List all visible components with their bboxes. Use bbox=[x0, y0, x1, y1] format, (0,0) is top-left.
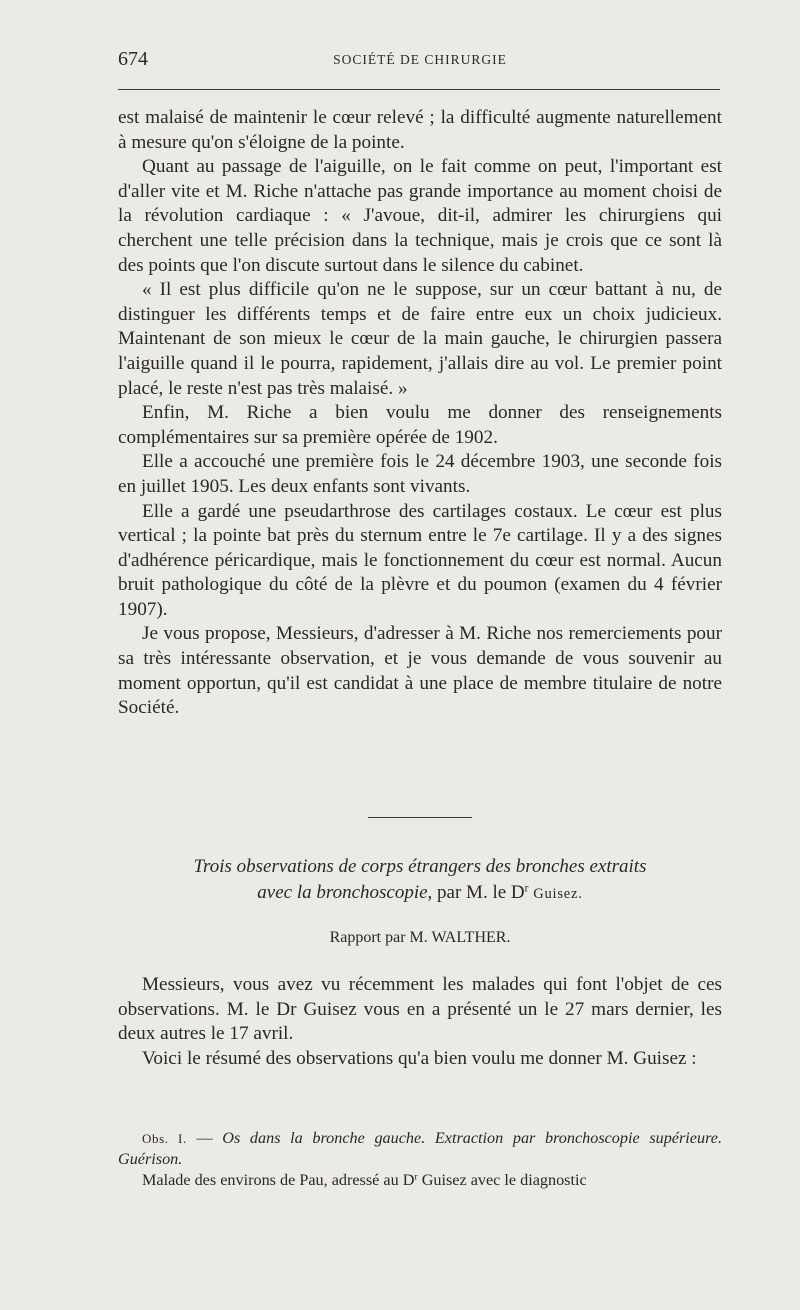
article-title-italic-2: avec la bronchoscopie, bbox=[257, 882, 433, 903]
paragraph: Quant au passage de l'aiguille, on le fait comme on peut, l'important est d'aller vite et M. Riche n'attache pas grande importance au moment choisi de la révolution cardiaque : « J'avoue, dit-il, admirer les chirurgiens qui cherchent une telle précision dans la technique, mais je crois que ce sont là des points que l'on discute surtout dans le silence du cabinet. bbox=[118, 156, 722, 276]
observation-label: Obs. I. bbox=[142, 1131, 187, 1146]
header-rule bbox=[118, 89, 720, 90]
article-title-line-2 bbox=[118, 880, 722, 907]
page-header bbox=[118, 48, 722, 74]
observation-text-start: Malade des environs de Pau, adressé au D bbox=[142, 1171, 415, 1189]
article-author: Guisez. bbox=[533, 886, 583, 902]
report-text bbox=[118, 973, 722, 1071]
paragraph: Enfin, M. Riche a bien voulu me donner des renseignements complémentaires sur sa première opérée de 1902. bbox=[118, 402, 722, 448]
observation-sup: r bbox=[414, 1171, 418, 1183]
observation-dash: — bbox=[186, 1129, 223, 1147]
observation-block bbox=[118, 1128, 722, 1191]
article-title-sup: r bbox=[524, 882, 529, 895]
observation-first-line bbox=[118, 1170, 722, 1191]
article-title-italic-1: Trois observations de corps étrangers des bronches extraits bbox=[193, 856, 647, 877]
article-title-line-1 bbox=[118, 854, 722, 880]
paragraph: Voici le résumé des observations qu'a bien voulu me donner M. Guisez : bbox=[142, 1047, 697, 1069]
paragraph: Elle a accouché une première fois le 24 décembre 1903, une seconde fois en juillet 1905. Les deux enfants sont vivants. bbox=[118, 451, 722, 497]
paragraph: Elle a gardé une pseudarthrose des cartilages costaux. Le cœur est plus vertical ; la pointe bat près du sternum entre le 7e cartilage. Il y a des signes d'adhérence péricardique, mais le fonctionnement du cœur est normal. Aucun bruit pathologique du côté de la plèvre et du poumon (examen du 4 février 1907). bbox=[118, 500, 722, 620]
paragraph: « Il est plus difficile qu'on ne le suppose, sur un cœur battant à nu, de distinguer les différents temps et de faire entre eux un choix judicieux. Maintenant de son mieux le cœur de la main gauche, le chirurgien passera l'aiguille quand il le pourra, rapidement, j'allais dire au vol. Le premier point placé, le reste n'est pas très malaisé. » bbox=[118, 279, 722, 399]
main-text bbox=[118, 106, 722, 721]
article-title-by: par M. le D bbox=[437, 882, 525, 903]
section-separator bbox=[368, 817, 472, 818]
page-number: 674 bbox=[118, 48, 148, 70]
paragraph: Je vous propose, Messieurs, d'adresser à M. Riche nos remerciements pour sa très intéressante observation, et je vous demande de vous souvenir au moment opportun, qu'il est candidat à une place de membre titulaire de notre Société. bbox=[118, 623, 722, 719]
article-title bbox=[118, 854, 722, 907]
observation-title: Os dans la bronche gauche. Extraction par bronchoscopie supérieure. Guérison. bbox=[118, 1129, 722, 1168]
paragraph: Messieurs, vous avez vu récemment les malades qui font l'objet de ces observations. M. le Dr Guisez vous en a présenté un le 27 mars dernier, les deux autres le 17 avril. bbox=[118, 974, 722, 1045]
report-line: Rapport par M. WALTHER. bbox=[329, 929, 511, 946]
running-title: SOCIÉTÉ DE CHIRURGIE bbox=[333, 52, 507, 67]
paragraph: est malaisé de maintenir le cœur relevé ; la difficulté augmente naturellement à mesure qu'on s'éloigne de la pointe. bbox=[118, 107, 722, 153]
observation-heading bbox=[118, 1128, 722, 1170]
observation-text-end: Guisez avec le diagnostic bbox=[417, 1171, 587, 1189]
